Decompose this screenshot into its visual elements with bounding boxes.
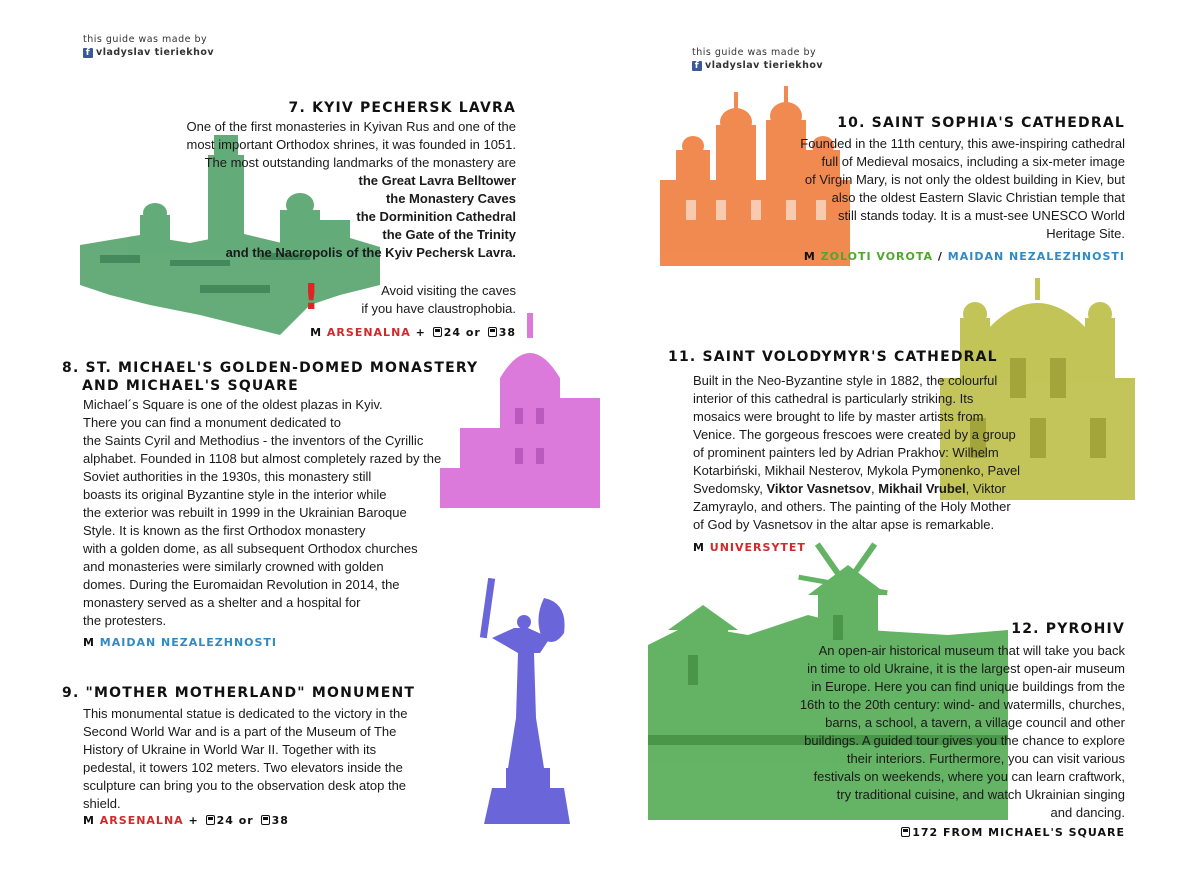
or-text: or <box>238 814 254 827</box>
lavra-description <box>76 118 516 262</box>
sophia-line: still stands today. It is a must-see UNESCO World <box>837 208 1125 223</box>
sophia-title: 10. SAINT SOPHIA'S CATHEDRAL <box>837 115 1125 131</box>
sophia-line: Heritage Site. <box>1046 226 1125 241</box>
metro-icon: M <box>83 636 95 649</box>
metro-icon: M <box>83 814 95 827</box>
volodymyr-line <box>693 480 1073 498</box>
metro-icon: M <box>803 250 816 263</box>
metro-icon: M <box>310 326 323 339</box>
lavra-landmark: the Dorminition Cathedral <box>356 209 516 224</box>
metro-icon: M <box>693 541 705 554</box>
michael-title-line: 8. ST. MICHAEL'S GOLDEN-DOMED MONASTERY <box>62 360 479 376</box>
michael-line: boasts its original Byzantine style in the interior while <box>83 487 387 502</box>
michael-metro <box>83 636 277 650</box>
michael-line: monastery served as a shelter and a hospital for <box>83 595 361 610</box>
pyrohiv-line: try traditional cuisine, and watch Ukrainian singing <box>836 787 1125 802</box>
metro-station[interactable]: ARSENALNA <box>99 814 184 827</box>
michael-line: alphabet. Founded in 1108 but almost completely razed by the <box>83 451 442 466</box>
motherland-line: pedestal, it towers 102 meters. Two elevators inside the <box>83 760 403 775</box>
bus-number: 38 <box>271 814 289 827</box>
volodymyr-title: 11. SAINT VOLODYMYR'S CATHEDRAL <box>668 349 998 365</box>
volodymyr-line: Kotarbiński, Mikhail Nesterov, Mykola Pymonenko, Pavel <box>693 463 1021 478</box>
motherland-line: shield. <box>83 796 121 811</box>
author-credit <box>83 33 214 59</box>
bus-number: 24 <box>443 326 462 339</box>
sophia-line: of Virgin Mary, is not only the oldest building in Kiev, but <box>804 172 1125 187</box>
volodymyr-line: of God by Vasnetsov in the altar apse is remarkable. <box>693 517 995 532</box>
volodymyr-line: interior of this cathedral is particularly striking. Its <box>693 391 974 406</box>
volodymyr-line: Venice. The gorgeous frescoes were created by a group <box>693 427 1016 442</box>
facebook-icon: f <box>692 61 702 71</box>
motherland-metro <box>83 814 289 828</box>
lavra-line: The most outstanding landmarks of the monastery are <box>204 155 516 170</box>
warning-line: Avoid visiting the caves <box>381 283 516 298</box>
motherland-line: sculpture can bring you to the observation desk atop the <box>83 778 407 793</box>
motherland-line: This monumental statue is dedicated to the victory in the <box>83 706 408 721</box>
volodymyr-text: Svedomsky, <box>693 481 767 496</box>
volodymyr-line: mosaics were brought to life by master artists from <box>693 409 984 424</box>
or-text: or <box>465 326 481 339</box>
metro-station[interactable]: MAIDAN NEZALEZHNOSTI <box>947 250 1125 263</box>
bus-number: 38 <box>498 326 516 339</box>
michael-line: Soviet authorities in the 1930s, this monastery still <box>83 469 372 484</box>
pyrohiv-line: 16th to the 20th century: wind- and watermills, churches, <box>799 697 1125 712</box>
pyrohiv-line: barns, a school, a tavern, a village council and other <box>825 715 1125 730</box>
lavra-landmark: the Gate of the Trinity <box>382 227 516 242</box>
lavra-landmark: the Great Lavra Belltower <box>358 173 516 188</box>
credit-line: this guide was made by <box>692 47 817 58</box>
lavra-title: 7. KYIV PECHERSK LAVRA <box>288 100 516 116</box>
volodymyr-text: , <box>871 481 879 496</box>
michael-title <box>62 359 478 395</box>
volodymyr-text: , Viktor <box>965 481 1006 496</box>
sophia-line: Founded in the 11th century, this awe-inspiring cathedral <box>800 136 1125 151</box>
bus-icon <box>261 815 270 825</box>
bus-route[interactable]: 172 FROM MICHAEL'S SQUARE <box>912 826 1125 839</box>
motherland-line: History of Ukraine in World War II. Together with its <box>83 742 377 757</box>
sophia-line: also the oldest Eastern Slavic Christian temple that <box>831 190 1125 205</box>
pyrohiv-title: 12. PYROHIV <box>1011 621 1125 637</box>
pyrohiv-line: festivals on weekends, where you can learn craftwork, <box>813 769 1125 784</box>
pyrohiv-line: buildings. A guided tour gives you the chance to explore <box>804 733 1125 748</box>
motherland-description <box>83 705 463 813</box>
motherland-line: Second World War and is a part of the Museum of The <box>83 724 397 739</box>
sophia-description <box>705 135 1125 243</box>
pyrohiv-description <box>705 642 1125 822</box>
michael-title-line: AND MICHAEL'S SQUARE <box>82 378 299 394</box>
lavra-landmark: the Monastery Caves <box>385 191 516 206</box>
metro-station[interactable]: ARSENALNA <box>326 326 411 339</box>
metro-plus: + <box>415 326 426 339</box>
bus-icon <box>206 815 215 825</box>
michael-line: and monasteries were similarly crowned with golden <box>83 559 384 574</box>
pyrohiv-line: An open-air historical museum that will take you back <box>818 643 1125 658</box>
author-credit <box>692 46 823 72</box>
facebook-icon: f <box>83 48 93 58</box>
pyrohiv-line: in Europe. Here you can find unique buildings from the <box>811 679 1125 694</box>
volodymyr-line: Built in the Neo-Byzantine style in 1882, the colourful <box>693 373 998 388</box>
metro-separator: / <box>937 250 943 263</box>
motherland-illustration <box>478 578 578 824</box>
pyrohiv-line: their interiors. Furthermore, you can visit various <box>846 751 1125 766</box>
michael-line: the exterior was rebuilt in 1999 in the Ukrainian Baroque <box>83 505 407 520</box>
metro-plus: + <box>188 814 199 827</box>
warning-line: if you have claustrophobia. <box>361 301 516 316</box>
michael-line: domes. During the Euromaidan Revolution in 2014, the <box>83 577 400 592</box>
right-page <box>600 0 1200 888</box>
motherland-title: 9. "MOTHER MOTHERLAND" MONUMENT <box>62 685 416 701</box>
volodymyr-line: of prominent painters led by Adrian Prakhov: Wilhelm <box>693 445 999 460</box>
volodymyr-description <box>693 372 1073 534</box>
lavra-line: most important Orthodox shrines, it was founded in 1051. <box>186 137 516 152</box>
metro-station[interactable]: ZOLOTI VOROTA <box>820 250 934 263</box>
credit-line: this guide was made by <box>83 34 208 45</box>
bus-icon <box>901 827 910 837</box>
volodymyr-artist: Viktor Vasnetsov <box>766 481 871 496</box>
pyrohiv-bus <box>899 826 1125 840</box>
credit-author[interactable] <box>83 46 214 59</box>
michael-line: There you can find a monument dedicated to <box>83 415 341 430</box>
michael-description <box>83 396 483 630</box>
michael-line: the protesters. <box>83 613 167 628</box>
bus-number: 24 <box>216 814 234 827</box>
pyrohiv-line: and dancing. <box>1050 805 1125 820</box>
michael-line: Style. It is known as the first Orthodox monastery <box>83 523 366 538</box>
volodymyr-line: Zamyraylo, and others. The painting of the Holy Mother <box>693 499 1011 514</box>
michael-line: the Saints Cyril and Methodius - the inventors of the Cyrillic <box>83 433 424 448</box>
michael-line: Michael´s Square is one of the oldest plazas in Kyiv. <box>83 397 383 412</box>
michael-line: with a golden dome, as all subsequent Orthodox churches <box>83 541 418 556</box>
lavra-line: One of the first monasteries in Kyivan Rus and one of the <box>186 119 516 134</box>
lavra-landmark: and the Nacropolis of the Kyiv Pechersk Lavra. <box>225 245 516 260</box>
pyrohiv-line: in time to old Ukraine, it is the largest open-air museum <box>807 661 1125 676</box>
metro-station[interactable]: UNIVERSYTET <box>709 541 806 554</box>
sophia-line: full of Medieval mosaics, including a six-meter image <box>821 154 1125 169</box>
warning-icon: ! <box>303 277 320 318</box>
volodymyr-artist: Mikhail Vrubel <box>878 481 966 496</box>
metro-station[interactable]: MAIDAN NEZALEZHNOSTI <box>99 636 278 649</box>
credit-author-name: vladyslav tieriekhov <box>705 60 824 71</box>
credit-author-name: vladyslav tieriekhov <box>96 47 215 58</box>
sophia-metro <box>804 250 1125 264</box>
